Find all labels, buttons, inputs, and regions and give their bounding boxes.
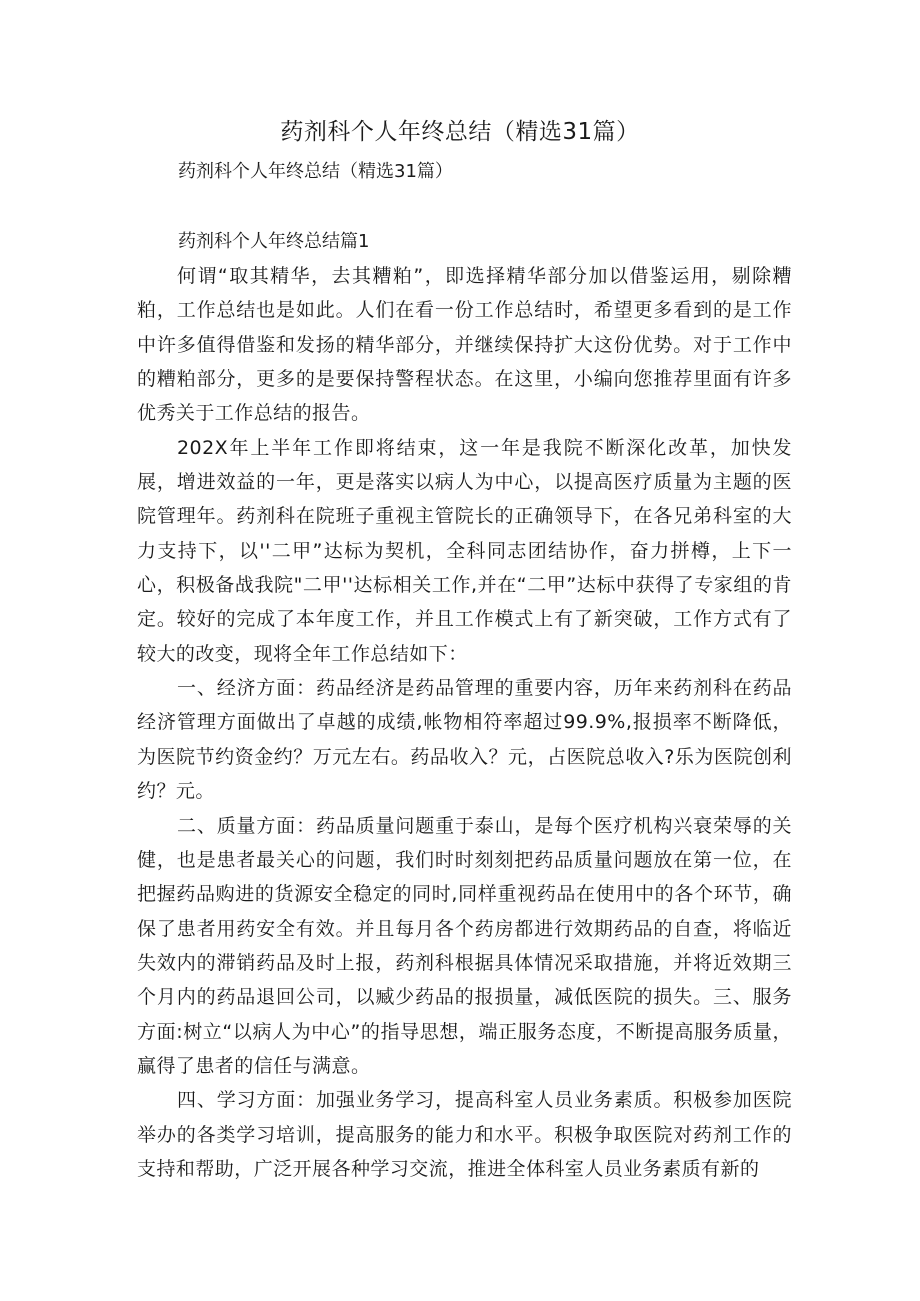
paragraph-overview: 202X年上半年工作即将结束，这一年是我院不断深化改革，加快发展，增进效益的一年，更是落实以病人为中心，以提高医疗质量为主题的医院管理年。药剂科在院班子重视主管院长的正确领导下，在各兄弟科室的大力支持下，以''二甲”达标为契机，全科同志团结协作，奋力拼樽，上下一心，积极备战我院"二甲''达标相关工作,并在“二甲”达标中获得了专家组的肯定。较好的完成了本年度工作，并且工作模式上有了新突破，工作方式有了较大的改变，现将全年工作总结如下：: [137, 436, 792, 665]
paragraph-intro: 何谓“取其精华，去其糟粕”，即选择精华部分加以借鉴运用，剔除糟粕，工作总结也是如此。人们在看一份工作总结时，希望更多看到的是工作中许多值得借鉴和发扬的精华部分，并继续保持扩大这份优势。对于工作中的糟粕部分，更多的是要保持警程状态。在这里，小编向您推荐里面有许多优秀关于工作总结的报告。: [137, 265, 792, 425]
paragraph-economy: 一、经济方面：药品经济是药品管理的重要内容，历年来药剂科在药品经济管理方面做出了卓越的成绩,帐物相符率超过99.9%,报损率不断降低，为医院节约资金约？万元左右。药品收入？元，占医院总收入?乐为医院创利约？元。: [137, 677, 792, 803]
paragraph-quality: 二、质量方面：药品质量问题重于泰山，是每个医疗机构兴衰荣辱的关健，也是患者最关心的问题，我们时时刻刻把药品质量问题放在第一位，在把握药品购进的货源安全稳定的同时,同样重视药品在使用中的各个环节，确保了患者用药安全有效。并且每月各个药房都进行效期药品的自查，将临近失效内的滞销药品及时上报，药剂科根据具体情况采取措施，并将近效期三个月内的药品退回公司，以臧少药品的报损量，减低医院的损失。三、服务方面:树立“以病人为中心”的指导思想，端正服务态度，不断提高服务质量，赢得了患者的信任与满意。: [137, 814, 792, 1077]
paragraph-learning: 四、学习方面：加强业务学习，提高科室人员业务素质。积极参加医院举办的各类学习培训，提高服务的能力和水平。积极争取医院对药剂工作的支持和帮助，广泛开展各种学习交流，推进全体科室人员业务素质有新的: [137, 1089, 792, 1180]
document-body: [137, 259, 792, 1186]
section-heading: 药剂科个人年终总结篇1: [178, 231, 370, 252]
document-subtitle: 药剂科个人年终总结（精选31篇）: [178, 161, 453, 182]
document-title: 药剂科个人年终总结（精选31篇）: [280, 119, 640, 145]
